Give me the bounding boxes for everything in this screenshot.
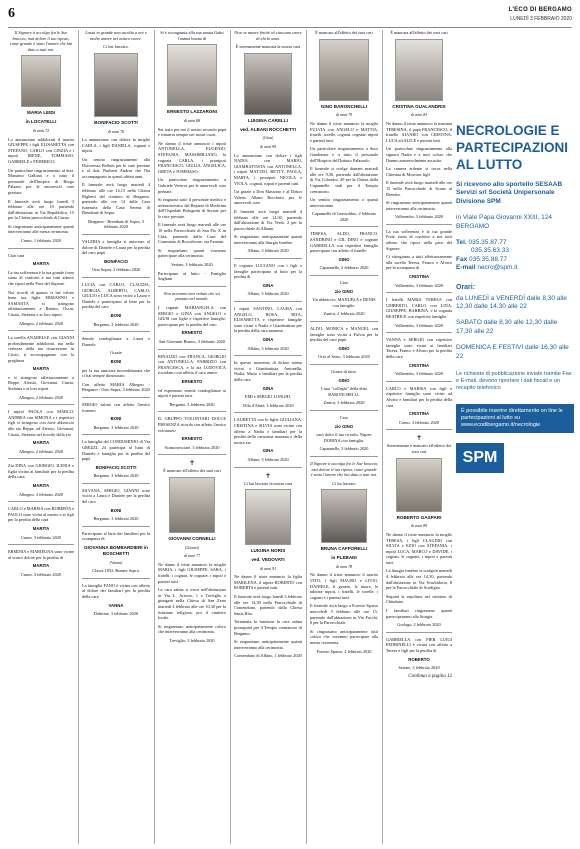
condolence-text: I tuoi "colleghi" della ditta BARONCHELLI. — [321, 386, 367, 397]
deceased-nickname: (Gina) — [262, 135, 274, 141]
condolence-name: ERNESTO — [181, 330, 203, 336]
cross-icon: ✝ — [265, 471, 271, 480]
condolence-text: ERMINIA e MARIEUNA sono vicine al vostro dolore per la perdita di — [8, 549, 74, 560]
office-address: in Viale Papa Giovanni XXIII, 124 BERGAMO — [456, 214, 552, 230]
obituary-quote: Non avevamo mai veduto che sei passato nel mondo. — [163, 290, 221, 302]
condolence-text: ALDO, MONICA e MANUEL con famiglie sono vicini a Fulvia per la perdita del caro papà — [310, 326, 378, 343]
email-address[interactable]: necro@spm.it — [477, 264, 518, 272]
fax-label: Fax — [456, 255, 468, 263]
obituary-text: Un grazie a Don Massimo e al Dottor Valerio Albani Rocchetti per le amorevoli cure. — [234, 189, 302, 206]
condolence-name: GINO — [338, 377, 350, 383]
deceased-married-name: ved. ALBANI ROCCHETTI — [240, 126, 296, 132]
condolence-place-date: Valbrembo, 3 febbraio 2020 — [394, 371, 444, 377]
condolence-text: I nipoti SANTINO, LAURA con ANGELO, ROSA, RITA, ELISABETTA e rispettive famiglie sono vicini a Nadia e Giambattista per la perdita della cara mamma — [234, 306, 302, 334]
obituary-text: Il funerale avrà luogo martedì 4 febbraio alle ore 14,30, partendo dall'abitazione di Via Verdi, 2 per la parrocchiale di Albano. — [234, 208, 302, 231]
condolence-place-date: Albegno, 2 febbraio 2020 — [18, 320, 64, 326]
deceased-name: GIOVANNA BOMBARDIERI in BOSCHETTI — [84, 545, 148, 556]
necrology-info-panel — [456, 30, 574, 844]
condolence-text: I cognati MARIANGELA con SERGIO e GINA con ANGELO e GIUSI con figlie e rispettive famiglie, partecipano per la perdita del caro — [158, 305, 226, 327]
condolence-place-date: Seriate, 3 febbraio 2020 — [398, 665, 440, 671]
condolence-name: BONI — [110, 313, 122, 319]
deceased-name: GIOVANNI CORNELLI — [168, 535, 216, 541]
portrait-photo — [396, 458, 442, 512]
condolence-text: e si stringono affettuosamente a Beppe, Alessio, Giovanni, Cinzia, Stefania e ai loro nipoti. — [8, 374, 74, 391]
condolence-text: Ciao — [339, 280, 349, 286]
condolence-name: BONI — [110, 358, 122, 364]
obituary-column-1 — [6, 30, 76, 844]
publication-date: LUNEDÌ 3 FEBBRAIO 2020 — [510, 16, 572, 22]
deceased-married-name: in PLEBANI — [331, 555, 357, 561]
obituary-text: I familiari ringraziano quanti parteciperanno alla liturgia. — [386, 608, 452, 619]
obituary-place-date: Albino, 3 febbraio 2020 — [247, 248, 289, 254]
condolence-name: GINO — [338, 256, 350, 262]
condolence-place-date: Bergamo, 2 febbraio 2020 — [93, 321, 139, 327]
obituary-text: Il funerale avrà luogo martedì alle ore 15 nella Parrocchiale di Scano al Brembo. — [386, 180, 452, 197]
condolence-text: Caro — [339, 414, 349, 420]
deceased-age: di anni 91 — [259, 565, 277, 571]
obituary-text: Un sentito ringraziamento a quanti interverranno. — [310, 197, 378, 208]
cross-icon: ✝ — [189, 459, 195, 468]
condolence-place-date: Orio al Serio, 3 febbraio 2020 — [318, 354, 370, 360]
condolence-place-date: Bergamo, 3 febbraio 2020 — [93, 424, 139, 430]
condolence-text: sarò dolce il tuo ricordo. Nipote DORINA con famiglia. — [316, 432, 372, 443]
condolence-name: MARITA — [32, 440, 50, 446]
deceased-name: ERNESTO LAZZARONI — [167, 109, 217, 115]
portrait-photo — [319, 39, 369, 101]
condolence-text: per la tua amicizia incondizionata che ci hai sempre dimostrato. — [82, 367, 150, 379]
condolence-name: ROBERTO — [408, 656, 430, 662]
obituary-place-date: Valbrembo, 3 febbraio 2020 — [394, 214, 444, 220]
obituary-text: Si ringrazia tutto il personale medico e infermieristico del Reparto di Medicina dell'Ospedale Bolognini di Seriate per le cure prestate. — [158, 197, 227, 219]
condolence-name: GINA — [262, 337, 274, 342]
obituary-column-2 — [80, 30, 152, 844]
obituary-place-date: Seriate, 3 febbraio 2020 — [171, 262, 213, 268]
obituary-text: Lo annunciano con dolore la moglie CARLA, i figli DANIELA, cognati e nipoti. — [82, 137, 150, 154]
obituary-text: Il funerale si svolge domani martedì alle ore 9,30, partendo dall'abitazione di Via Colombo, 49 per la Chiesa della Capannelle, indi per il Tempio crematorio. — [310, 166, 378, 194]
condolence-place-date: Albegno, 3 febbraio 2020 — [18, 491, 64, 497]
obituary-text: Si ringraziano anticipatamente coloro che interverranno alla cerimonia. — [158, 623, 226, 635]
obituary-place-date: Bergamo - Brembate di Sopra, 3 febbraio 2020 — [88, 218, 144, 230]
obituary-text: Il funerale avrà luogo martedì 4 febbraio alle ore 14,15 nella Chiesa Righetti del cimitero di Bergamo, partendo alle ore 14 dalla Casa funeraria della Casa Serena di Brembate di Sopra. — [82, 182, 150, 216]
condolence-text: Il cognato LUCIANO con i figli e famiglie partecipano al lutto per la perdita di — [234, 263, 302, 280]
deceased-name: BONIFACIO SCOTTI — [94, 119, 138, 125]
obituary-place-date: Curno, 1 febbraio 2020 — [20, 238, 62, 244]
hours-weekdays: da LUNEDÌ a VENERDÌ dalle 8,30 alle 12,30 dalle 14,30 alle 22 — [456, 294, 567, 311]
hours-label: Orari: — [456, 283, 476, 291]
condolence-text: ed esprimono sentite condoglianze ai nipoti e parenti tutti. — [158, 387, 226, 399]
condolence-name: zio GINO — [334, 288, 354, 294]
condolence-text: I fratelli MARIA TERESA con UMBERTO, CARLO con LINA, GIUSEPPE, BARBINA, e la cognata BEATRICE con rispettive famiglie. — [386, 297, 452, 320]
obituary-text: È mancato all'affetto dei suoi cari — [163, 468, 221, 474]
condolence-name: MARITA — [32, 563, 50, 569]
condolence-name: MARITA — [32, 261, 50, 267]
obituary-place-date: Treviglio, 3 febbraio 2020 — [169, 638, 215, 643]
obituary-text: Terminata la funzione la cara salma proseguirà per il Tempio crematorio di Bergamo. — [234, 619, 302, 636]
deceased-age: di anni 88 — [183, 117, 201, 123]
obituary-text: Si ringraziano anticipatamente tutti coloro che vorranno partecipare alla mesta cerimonia. — [310, 628, 378, 646]
obituary-text: Sei stato per noi il nostro secondo papà e rimarrai sempre nei nostri cuori. — [158, 126, 226, 138]
condolence-name: GINA — [262, 448, 274, 454]
hours-sunday: DOMENICA E FESTIVI dalle 16,30 alle 22 — [456, 344, 569, 360]
obituary-text: Il funerale avrà luogo lunedì 3 febbraio alle ore 14,30 nella Parrocchiale di Comenduno, partendo dalla Chiesa Santa Rita. — [234, 594, 302, 616]
obituary-text: Ne danno il triste annuncio la figlia MARILENA, il nipote ROBERTO con ROBERTA e parenti tutti. — [234, 574, 302, 591]
obituary-text: Ci ha lasciato — [332, 480, 356, 486]
condolence-text: I nipoti PAOLA con MARCO, ANDREA con SIMONA e i rispettivi figli si stringono con forte abbraccio allo zio Beppe, ad Alessio, Giovanni, Cinzia, Stefania nel ricordo della zia — [8, 409, 74, 437]
condolence-name: CRISTINA — [408, 362, 430, 368]
condolence-text: VANNA e SERGIO con rispettive famiglie sono vicini ai familiari Teresa, Franco e Alvaro per la perdita della cara — [386, 337, 452, 359]
obituary-quote: Il Signore ti accolga fra le Sue braccia, mai dolore il tuo riposo, come grande è stato l'amore che hai dato a tutti noi. — [9, 30, 73, 52]
obituary-text: Serenamente è mancato all'affetto dei suoi cari — [386, 443, 452, 454]
deceased-nickname: (Gianni) — [185, 544, 199, 550]
condolence-place-date: Zanica, 3 febbraio 2020 — [323, 400, 365, 406]
condolence-text: Noi ricordi di quanto ci hai voluto bene tua figlia ERMANNO e SAMANTA si stringono affettuosamente a Renato, Oscar, Cinzia, Stefania e ai loro nipoti. — [8, 289, 74, 317]
condolence-text: Ci stringiamo a tutti affettuosamente alla sorella Teresa, Franco e Alvaro per la scomparsa di — [386, 254, 452, 271]
condolence-text: Classe 1952, Bonate Sopra. — [92, 568, 140, 574]
condolence-text: VALERIA e famiglia si uniscono al dolore di Daniele e Laura per la perdita del caro papà — [82, 239, 150, 256]
condolence-text: La famiglia del CONDOMINIO di Via GREZZI, 24 partecipa al lutto di Daniele e famiglia per la perdita del papà — [82, 439, 150, 462]
deceased-name: ROBERTO GASPARI — [396, 514, 442, 520]
obituary-text: Ci hai lasciato la nostra cara — [243, 480, 293, 486]
tel-number-1[interactable]: 035.35.87.77 — [468, 239, 507, 247]
condolence-text: TERESA, ALDO, FRANCO, SANDRINO e GIL DINO e cognate GABRIELLA con rispettive famiglie partecipano con affetto il fratello — [310, 231, 378, 254]
condolence-text: LAURETTA con le figlie GIULIANA, CRISTINA e SILVIA sono vicine con affetto a Nadia e familiari per la perdita della carissima mamma e della nostra zia — [234, 417, 302, 445]
condolence-name: zio GINO — [334, 423, 354, 429]
condolence-text: Con affetto MARIA Albegno - Bergamo - Osio Sopra, 3 febbraio 2020 — [82, 381, 150, 393]
condolence-text: GABRIELLA con PIER LUIGI PEDRINELLI è vicina con affetto a Teresa e figli per la perdita di — [386, 636, 452, 653]
condolence-text: Zia DINA con GIORGIO, ILENIA e figlia vicina ai familiari per la perdita della cara — [8, 463, 74, 480]
spm-logo: SPM — [456, 443, 504, 473]
condolence-text: RINALDO con FRANCA, GIORGIO con ANTONELLA, FABRIZIO con FRANCESCA, e la zia LUDOVICA ricordano con affetto il caro amico — [158, 353, 226, 376]
deceased-name: MARIA LEIDI — [27, 110, 55, 116]
condolence-place-date: Albegno, 2 febbraio 2020 — [18, 394, 64, 400]
condolence-place-date: Capannelle, 2 febbraio 2020 — [319, 265, 369, 271]
obituary-text: Si ringraziano anticipatamente quanti interverranno alla cerimonia. — [386, 200, 452, 211]
obituary-text: La liturgia funebre si svolgerà martedì 4 febbraio alle ore 14,30, partendo dall'abitazione in Via Scurbidoria, 8 per la Parrocchiale di Scudigno. — [386, 568, 452, 591]
condolence-name: MARITA — [32, 526, 50, 532]
obituary-text: È mancato all'affetto dei suoi cari — [315, 30, 373, 35]
obituary-text: Si ringraziano anticipatamente quanti interverranno alla liturgia funebre. — [234, 234, 302, 245]
obituary-text: Ne danno il triste annuncio la mamma TERESINA, il papà FRANCESCO, il fratello ALVARO con CRISTINA, LUCA ed ALICE e parenti tutti. — [386, 120, 452, 143]
obituary-quote: Il Signore ti accolga fra le Sue braccia, mai dolore il tuo riposo, come grande è stato l'amore che hai dato a tutti noi. — [310, 460, 378, 478]
condolence-place-date: San Giovanni Bianco, 3 febbraio 2020 — [158, 338, 226, 344]
condolence-text: Grazie di tutto. — [331, 368, 357, 374]
obituary-place-date: Capannelle di Grassobbio, 2 febbraio 2020 — [311, 211, 377, 222]
obituary-text: Un sentito ringraziamento alla Dottoressa Belloni per le cure prestate e al dott. Barbieri Andrea che l'ha accompagnato in questi ultimi anni. — [82, 156, 150, 179]
obituary-text: Seguirà la sepoltura nel cimitero di Chiuduno. — [386, 593, 452, 605]
deceased-age: di anni 78 — [335, 563, 353, 569]
condolence-place-date: Bergamo, 3 febbraio 2020 — [93, 473, 139, 479]
condolence-place-date: Bergamo, 3 febbraio 2020 — [93, 516, 139, 522]
email-label: E-mail — [456, 264, 476, 272]
deceased-age: di anni 89 — [410, 523, 428, 529]
obituary-text: La camera ardente si trova nella Chiesina di Mosconi figli. — [386, 166, 452, 177]
fax-number[interactable]: 035.35.88.77 — [469, 255, 507, 263]
condolence-name: MARITA — [32, 366, 50, 372]
obituary-text: Si è ricongiunta alla sua amata Gabri l'anima buona di — [160, 30, 224, 41]
obituary-column-6 — [384, 30, 454, 844]
deceased-age: di anni 77 — [183, 553, 201, 559]
condolence-place-date: Scanzorosciate, 3 febbraio 2020 — [164, 444, 220, 450]
condolence-text: La tua sofferenza è la tua grande forza siano di conforto a noi tutti adesso che riposi nella Pace del Signore. — [8, 269, 74, 287]
condolence-place-date: Bergamo, 3 febbraio 2020 — [169, 401, 215, 407]
condolence-place-date: Valbrembo, 3 febbraio 2020 — [394, 282, 444, 288]
condolence-place-date: Osio Sopra, 2 febbraio 2020 — [91, 267, 141, 273]
deceased-age: di anni 79 — [335, 112, 353, 118]
deceased-married-name: in LOCATELLI — [25, 119, 57, 125]
condolence-name: MARITA — [32, 483, 50, 489]
obituary-text: Ne danno il triste annuncio i nipoti ANTONELLA, EUGENIO, STEFANIA, MASSIMILIANO, la cognata CARLA, i pronipoti FRANCESCO, GIULIA, ANGELICA, GRETA e TOMMASO. — [158, 140, 226, 174]
online-submission-box[interactable]: È possibile inserire direttamente on line le partecipazioni al lutto su www.ecodibergamo.it/necrologie — [456, 404, 574, 433]
condolence-place-date: Albino, 3 febbraio 2020 — [247, 345, 289, 351]
obituary-quote: Lassù in grande non ascolta a noi e molto amore nel nostro cuore. — [85, 30, 147, 41]
portrait-photo — [244, 53, 292, 115]
obituary-text: Lo annunciano addolorati il marito GIUSEPPE i figli ELISABETTA con STEFANO, CARLO con CINZIA e i nipoti IRENE, TOMMASO, GABRIELE e FEDERICO. — [8, 136, 74, 164]
condolence-place-date: Capannelle, 3 febbraio 2020 — [319, 446, 369, 452]
obituary-place-date: Comenduno di Albino, 1 febbraio 2020 — [234, 653, 302, 659]
cross-icon: ✝ — [416, 434, 422, 443]
condolence-text: CARLO e MARISA con figli e rispettive famiglie sono vicini ad Alvaro e familiari per la perdita della cara — [386, 385, 452, 408]
condolence-text: CARLO e MARISA con ROBERTA e PAOLO sono vicini al marito e ai figli per la perdita della cara — [8, 506, 74, 523]
condolence-name: GINA — [262, 282, 274, 288]
obituary-text: È mancata all'affetto dei suoi cari — [390, 30, 448, 35]
deceased-nickname: (Vanna) — [109, 559, 123, 565]
portrait-photo — [21, 55, 61, 107]
portrait-photo — [245, 489, 291, 545]
deceased-married-name: ved. VEDOVATI — [251, 556, 285, 562]
hours-saturday: SABATO dalle 8,30 alle 12,30 dalle 17,30 alle 22 — [456, 319, 558, 335]
condolence-text: Ciao cara — [8, 252, 25, 258]
page-number: 6 — [8, 6, 15, 21]
condolence-place-date: Albino, 3 febbraio 2020 — [247, 456, 289, 462]
obituary-text: Un particolare ringraziamento a Gabriele Vertova per le amorevoli cure prestate. — [158, 177, 226, 194]
obituary-text: Un particolare ringraziamento a Suor Gaudenzia e a tutto il personale dell'Hospice dell'Istituto Palazzolo. — [310, 146, 378, 163]
obituary-column-4 — [232, 30, 304, 844]
obituary-column-3 — [156, 30, 228, 844]
condolence-text: IL GRUPPO VOLONTARI DOLCE PRESENZA ricorda con affetto l'amico volontario — [158, 416, 226, 433]
condolence-name: CRISTINA — [408, 411, 430, 417]
portrait-photo — [395, 39, 443, 101]
condolence-text: Grazie — [110, 350, 122, 356]
obituary-text: Partecipano al lutto: - Famiglie Sugliani — [158, 270, 226, 282]
obituary-text: Lo annunciano con dolore i figli NADIA con MARIO, GIAMBATTISTA con ANTONELLA, i nipoti MATTEO, BETTY, PAOLA, MARTA, i pronipoti NICOLA e VIOLA, cognati, nipoti e parenti tutti. — [234, 152, 302, 186]
obituary-text: Ne danno il triste annuncio la moglie MARIA, i figli GIUSEPPE, SARA, i fratelli, i cognati, le cognate, i nipoti e parenti tutti. — [158, 561, 226, 584]
page-header — [8, 6, 572, 28]
condolence-place-date: Albino, 3 febbraio 2020 — [247, 291, 289, 297]
condolence-place-date: Curno, 3 febbraio 2020 — [398, 419, 440, 425]
portrait-photo — [94, 53, 138, 117]
condolence-place-date: Zanica, 2 febbraio 2020 — [323, 311, 365, 317]
deceased-age: di anni 72 — [32, 127, 50, 133]
obituary-text: La cara salma si trova nell'abitazione in Via L. Ariosto, 1 a Treviglio e giungerà nella Chiesa di San Zeno martedì 4 febbraio alle ore 10,30 per la funzione religiosa, poi il cimitero locale. — [158, 587, 226, 621]
deceased-name: BRUNA CAFFORELLI — [320, 546, 368, 552]
deceased-age: di anni 83 — [410, 112, 428, 118]
obituary-text: Ne danno il triste annuncio la moglie FULVIA con ANGELO e MATTIA, fratelli, sorelle, cognati, cognate, nipoti e parenti tutti. — [310, 120, 378, 143]
condolence-text: In questo momento di dolore siamo vicini a Giambattista, Antonella, Nadia, Mario e familiari per la perdita della cara — [234, 360, 302, 382]
condolence-name: CRISTINA — [408, 274, 430, 280]
condolence-place-date: Curno, 3 febbraio 2020 — [20, 534, 62, 540]
condolence-name: GINA — [262, 385, 274, 391]
obituary-text: Ne danno il triste annuncio la moglie TERESA, i figli CLAUDIO con SILVIA e EZIO con STEFANIA, i nipoti LUCA, MARCO e DAVIDE, i cognati, le cognate, i nipoti e parenti tutti. — [386, 531, 452, 565]
obituary-text: Un particolare ringraziamento al dott. Massimo Galbiati e a tutto il personale dell'hospice di Borgo Palazzo per le amorevoli cure prestate. — [8, 167, 74, 195]
condolence-place-date: Villa d'Almè, 3 febbraio 2020 — [242, 402, 294, 408]
condolence-name: ERNESTO — [181, 436, 203, 442]
condolence-place-date: Curno, 3 febbraio 2020 — [20, 572, 62, 577]
obituary-text: Si ringraziano anticipatamente quanti interverranno alla cerimonia. — [234, 639, 302, 650]
condolence-text: SERGIO saluta con affetto l'amico fraterno — [82, 401, 150, 413]
obituary-text: Ne danno il triste annuncio il marito VITO, i figli MAURO e LIVIO, DANIELE, il genero, le nuore, le adorate nipoti, i fratelli, le sorelle, i cognati e i parenti tutti. — [310, 572, 378, 600]
condolence-name: BONI — [110, 507, 122, 513]
office-contacts — [456, 239, 574, 273]
obituary-text: Ci hai lasciato. — [103, 44, 129, 50]
condolence-text: Sentite condoglianze a Laura e Daniele. — [82, 336, 150, 347]
obituary-text: Si ringraziano anticipatamente quanti interverranno alle mesta cerimonia. — [8, 223, 74, 235]
section-title: NECROLOGIE E PARTECIPAZIONI AL LUTTO — [456, 123, 569, 172]
condolence-name: VANNA — [108, 602, 124, 608]
obituary-quote: Nive se muore finché al ciascuno cuore di chi lo ama. — [234, 30, 302, 41]
condolence-text: La famiglia FANO è vicina con affetto al dolore dei familiari per la perdita della cara — [82, 582, 150, 600]
obituary-text: È serenamente mancata la nostra cara — [235, 44, 301, 50]
condolence-text: Un abbraccio, MANUELA e DENIS con famiglie. — [312, 297, 376, 308]
condolence-text: EMI e SERGIO LONGHI. — [244, 394, 292, 400]
deceased-age: di anni 76 — [107, 128, 125, 134]
deceased-name: GINO BARONCHELLI — [320, 103, 368, 109]
office-intro: Si ricevono allo sportello SESAAB Servizi srl Società Unipersonale Divisione SPM — [456, 181, 563, 205]
fiscal-note: Le richieste di pubblicazione inviate tramite Fax e E-mail, devono riportare i dati fiscali e un recapito telefonico — [456, 371, 572, 392]
tel-number-2[interactable]: 035.35.63.33 — [471, 247, 509, 255]
obituary-text: Si ringraziano quanti vorranno partecipare alla cerimonia. — [158, 247, 226, 259]
condolence-place-date: Valbrembo, 3 febbraio 2020 — [394, 322, 444, 328]
condolence-text: SILVANA, SERGIO, GIANNI sono vicini a Laura e Daniele per la perdita del caro — [82, 487, 150, 505]
condolence-name: GINO — [338, 345, 350, 351]
tel-label: Tel. — [456, 239, 467, 247]
condolence-text: La tua sofferenza è la tua grande Forte siano di conforto a noi tutti adesso che riposi nella pace del Signore. — [386, 228, 452, 251]
obituary-text: Il funerale avrà luogo lunedì 3 febbraio alle ore 10 partendo dall'abitazione in Via Repubblica, 15 per la Chiesa parrocchiale di Curno. — [8, 198, 74, 221]
condolence-place-date: Albegno, 2 febbraio 2020 — [18, 448, 64, 454]
portrait-photo — [169, 477, 215, 533]
deceased-name: CRISTINA GUALANDRIS — [392, 103, 446, 109]
deceased-name: LUIGINA NORIS — [250, 548, 286, 554]
publication-name: L'ECO DI BERGAMO — [508, 7, 572, 13]
obituary-text: Il funerale avrà luogo a Foresto Sparso mercoledì 5 febbraio alle ore 15, partendo dall'abitazione in Via Facchi, 6 per la Parrocchiale. — [310, 603, 378, 626]
condolence-name: BONIFACIO SCOTTI — [95, 464, 137, 470]
condolence-text: La sorella ANABELLE con GIANNI profondamente addolorati, ma nella certezza della tua risurrezione in Cristo, ti accompagnano con la preghiera — [8, 335, 74, 363]
condolence-text: LUCIA con CARLO, CLAUDIA, GIORGIA, ALBERTO, CARLO, GIULIO e LUCA sono vicini a Laura e Daniele e partecipano al lutto per la perdita del caro — [82, 282, 150, 310]
condolence-name: BONIFACIO — [104, 258, 128, 264]
condolence-text: Partecipano al lutto dei familiari per la scomparsa di — [82, 530, 150, 542]
condolence-place-date: Dalmine, 3 febbraio 2020 — [93, 611, 139, 617]
condolence-name: BONI — [110, 416, 122, 422]
deceased-name: LUIGINA CARELLI — [248, 117, 288, 123]
condolence-name: ERNESTO — [181, 378, 203, 384]
obituary-text: Il funerale avrà luogo martedì alle ore 10 nella Parrocchiale di San Pio X in Città, partendo dalla Casa del Commiato di Boccaleone, via Fantoni. — [158, 222, 226, 245]
portrait-photo — [167, 44, 217, 106]
obituary-place-date: Gorlago, 2 febbraio 2020 — [397, 622, 441, 628]
obituary-place-date: Foresto Sparso, 2 febbraio 2020 — [316, 648, 372, 654]
obituary-text: Un particolare ringraziamento alla signora Nadia e a tutti coloro che l'hanno amorevolmente assistita. — [386, 146, 452, 163]
deceased-age: di anni 99 — [259, 143, 277, 149]
portrait-photo — [321, 489, 367, 543]
continue-note: Continua a pagina 12 — [408, 673, 452, 679]
obituary-column-5 — [308, 30, 380, 844]
